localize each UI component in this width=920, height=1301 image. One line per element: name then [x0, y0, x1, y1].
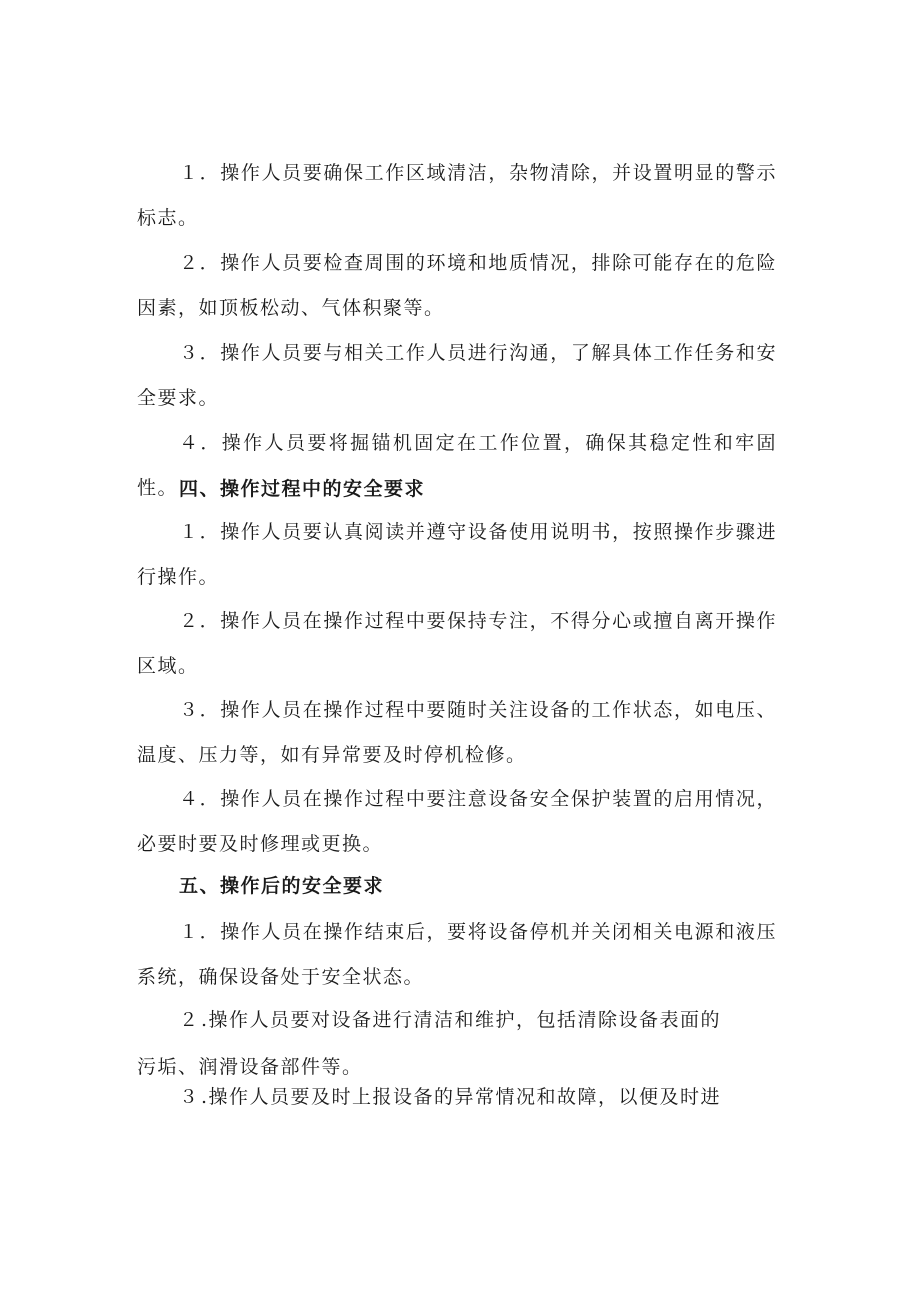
s4-item-2: ２．操作人员在操作过程中要保持专注，不得分心或擅自离开操作区域。 — [137, 610, 777, 677]
s4-item-3: ３．操作人员在操作过程中要随时关注设备的工作状态，如电压、温度、压力等，如有异常要及时停机检修。 — [137, 699, 777, 766]
s3-item-3: ３．操作人员要与相关工作人员进行沟通，了解具体工作任务和安全要求。 — [137, 342, 777, 409]
section-4-heading: 四、操作过程中的安全要求 — [179, 478, 426, 500]
s3-item-2: ２．操作人员要检查周围的环境和地质情况，排除可能存在的危险因素，如顶板松动、气体积聚等。 — [137, 252, 777, 319]
s4-item-4: ４．操作人员在操作过程中要注意设备安全保护装置的启用情况，必要时要及时修理或更换。 — [137, 788, 777, 855]
s5-item-2 — [137, 1005, 777, 1032]
section-5-heading: 五、操作后的安全要求 — [179, 875, 385, 897]
s5-item-3-text: .操作人员要及时上报设备的异常情况和故障，以便及时进 — [201, 1086, 722, 1108]
s5-item-2-number: ２ — [179, 1009, 200, 1031]
s5-item-3 — [137, 1082, 777, 1109]
s3-item-1: １．操作人员要确保工作区域清洁，杂物清除，并设置明显的警示标志。 — [137, 162, 777, 229]
s3-item-4: ４．操作人员要将掘锚机固定在工作位置，确保其稳定性和牢固性。 — [137, 432, 777, 499]
s5-item-1: １．操作人员在操作结束后，要将设备停机并关闭相关电源和液压系统，确保设备处于安全状态。 — [137, 921, 777, 988]
s5-item-3-number: ３ — [179, 1086, 200, 1108]
s5-item-2-continuation: 污垢、润滑设备部件等。 — [137, 1056, 363, 1078]
s4-item-1: １．操作人员要认真阅读并遵守设备使用说明书，按照操作步骤进行操作。 — [137, 521, 777, 588]
s5-item-2-text: .操作人员要对设备进行清洁和维护，包括清除设备表面的 — [201, 1009, 722, 1031]
